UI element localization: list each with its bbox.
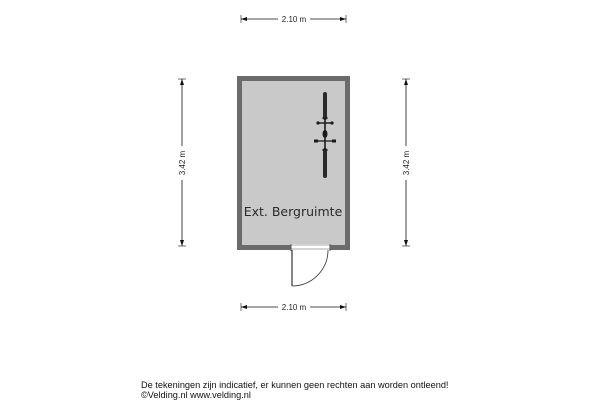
left-dimension-label: 3.42 m bbox=[178, 150, 187, 176]
bottom-dimension bbox=[241, 301, 346, 313]
footer bbox=[141, 380, 449, 400]
right-dimension bbox=[399, 79, 413, 246]
room-storage bbox=[237, 76, 350, 251]
bottom-dimension-label: 2.10 m bbox=[281, 303, 307, 312]
disclaimer-text: De tekeningen zijn indicatief, er kunnen geen rechten aan worden ontleend! bbox=[141, 380, 449, 390]
credit-text: ©Velding.nl www.velding.nl bbox=[141, 390, 251, 400]
left-dimension bbox=[175, 79, 189, 246]
room-floor bbox=[242, 81, 345, 245]
right-dimension-label: 3.42 m bbox=[402, 150, 411, 176]
top-dimension bbox=[241, 13, 346, 25]
top-dimension-label: 2.10 m bbox=[281, 15, 307, 24]
door-swing-icon bbox=[292, 250, 328, 286]
room-label: Ext. Bergruimte bbox=[243, 204, 343, 219]
